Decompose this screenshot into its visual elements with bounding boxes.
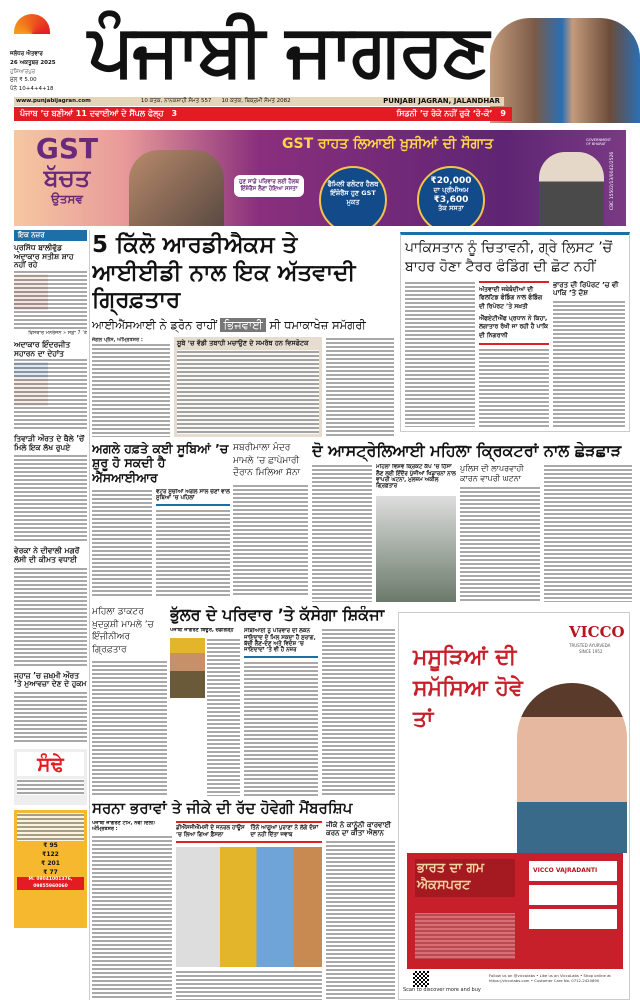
gst-quote: ਹੁਣ ਸਾਡੇ ਪਰਿਵਾਰ ਲਈ ਹੈਲਥ ਇੰਸ਼ੋਰੈਂਸ ਲੈਣਾ ਹੋਇਆ ਸਸਤਾ [234,175,304,197]
sarna-story: ਸਰਨਾ ਭਰਾਵਾਂ ਤੇ ਜੀਕੇ ਦੀ ਰੱਦ ਹੋਵੇਗੀ ਮੈਂਬਰਸ਼ਿਪ ਪੰਜਾਬੀ ਜਾਗਰਣ ਟੀਮ, ਨਵੀਂ ਦਿੱਲੀ/ ਅੰਮ੍ਰਿਤਸਰ : ਡੀਐੱਸਜੀਐੱਮਸੀ ਦੇ ਜਨਰਲ ਹਾਊਸ ’ਚ ਲਿਆ ਗਿਆ ਫ਼ੈਸਲਾ ਤਿੰਨੋਂ ਆਗੂਆਂ ਪੁਰਾਣਾ ਨੇ ਲੱਗੇ ਦੋਸ਼ਾਂ ਦਾ ਨਹੀਂ ਦਿੱਤਾ ਜਵਾਬ ਜੀਕੇ ਨੇ ਕਾਨੂੰਨੀ ਕਾਰਵਾਈ ਕਰਨ ਦਾ ਕੀਤਾ ਐਲਾਨ [92,800,395,1000]
city: ਹੁਸ਼ਿਆਰਪੁਰ [10,68,36,75]
pakistan-side-title[interactable]: ਭਾਰਤ ਦੀ ਰਿਪੋਰਟ ’ਚ ਵੀ ਪਾਕਿ ’ਤੇ ਦੋਸ਼ [553,280,619,297]
sandhe-box [14,749,87,805]
bhullar-headline[interactable]: ਭੁੱਲਰ ਦੇ ਪਰਿਵਾਰ ’ਤੇ ਕੱਸੇਗਾ ਸ਼ਿਕੰਜਾ [170,606,385,624]
pakistan-bullet: ਅੱਤਵਾਦੀ ਜਥੇਬੰਦੀਆਂ ਦੀ ਫਿਲਟਿਡ ਫੰਡਿੰਗ ਨਾਲ ਫੰਡਿੰਗ ਦੀ ਰਿਪੋਰਟ ’ਤੇ ਸਖ਼ਤੀ [479,281,549,311]
date: 26 ਅਕਤੂਬਰ 2025 [10,59,56,66]
lead-subheadline-highlight: ਭਿਜਵਾਈ [220,318,265,332]
qr-caption: Scan to discover more and buy [403,987,481,993]
sidebar-briefs [14,230,87,1000]
brief-title[interactable]: ਤਿਵਾੜੀ ਔਰਤ ਦੇ ਥੈਲੇ ’ਚੋਂ ਮਿਲੇ ਇਕ ਲੱਖ ਰੁਪਏ [14,434,85,452]
teaser-left[interactable]: ਪੰਜਾਬ ’ਚ ਬਣੀਆਂ 11 ਦਵਾਈਆਂ ਦੇ ਸੈਂਪਲ ਫੇਲ੍ਹ [20,109,164,118]
sarna-photo [176,847,322,967]
classified-ad[interactable]: ₹ 95 ₹122 ₹ 201 ₹ 77 M: 09041001376, 09855960060 [14,810,87,928]
lead-subheadline-b: ਸੀ ਧਮਾਕਾਖੇਜ਼ ਸਮੱਗਰੀ [269,317,366,332]
gst-headline: GST ਰਾਹਤ ਲਿਆਈ ਖ਼ੁਸ਼ੀਆਂ ਦੀ ਸੌਗਾਤ [282,136,494,152]
lead-story [92,232,394,437]
brief-title[interactable]: ਵੇਰਕਾ ਨੇ ਦੀਵਾਲੀ ਮਗਰੋਂ ਲੱਸੀ ਦੀ ਕੀਮਤ ਵਧਾਈ [14,546,80,564]
day: ਜਲੰਧਰ ਐਤਵਾਰ [10,51,43,57]
price: ਮੁੱਲ ₹ 5.00 [10,77,37,84]
pakistan-story [400,232,630,432]
gst-logo-bachat: ਬੱਚਤ [43,164,91,192]
cricket-side-title[interactable]: ਪੁਲਿਸ ਦੀ ਲਾਪਰਵਾਹੀ ਕਾਰਨ ਵਾਪਰੀ ਘਟਨਾ [460,464,524,483]
sabarimala-headline[interactable]: ਸਬਰੀਮਾਲਾ ਮੰਦਰ ਮਾਮਲੇ ’ਚ ਛਾਪੇਮਾਰੀ ਦੌਰਾਨ ਮਿਲਿਆ ਸੋਨਾ [233,443,301,479]
vicco-headline: ਮਸੂੜਿਆਂ ਦੀ ਸਮੱਸਿਆ ਹੋਵੇ ਤਾਂ [413,645,523,732]
sarna-bullet: ਡੀਐੱਸਜੀਐੱਮਸੀ ਦੇ ਜਨਰਲ ਹਾਊਸ ’ਚ ਲਿਆ ਗਿਆ ਫ਼ੈਸਲਾ [176,825,245,839]
sarna-side-title[interactable]: ਜੀਕੇ ਨੇ ਕਾਨੂੰਨੀ ਕਾਰਵਾਈ ਕਰਨ ਦਾ ਕੀਤਾ ਐਲਾਨ [326,821,391,838]
vicco-red-panel [407,853,623,969]
gst-circle-premium: ₹20,000 ਦਾ ਪ੍ਰੀਮੀਅਮ ₹3,600 ਤੱਕ ਸਸਤਾ [417,166,485,226]
gst-advertisement[interactable] [14,130,626,226]
info-strip [14,97,504,106]
teaser-left-page: 3 [171,109,178,118]
gst-logo-utsav: ਉਤਸਵ [51,192,83,206]
gst-circle-floater: ਫੈਮਿਲੀ ਫਲੋਟਰ ਹੈਲਥ ਇੰਸ਼ੋਰੈਂਸ ਹੁਣ GST ਮੁਕਤ [319,166,387,226]
bikrami-date: 10 ਕਤਕ, ਬਿਕ੍ਰਮੀ ਸੰਮਤ 2082 [221,98,291,104]
vicco-banner: ਭਾਰਤ ਦਾ ਗਮ ਐਕਸਪਰਟ [415,859,515,897]
sabarimala-story [233,442,308,597]
cricket-news-photo [376,496,456,602]
ad-phone: M: 09041001376, 09855960060 [17,877,84,891]
sir-headline[interactable]: ਅਗਲੇ ਹਫ਼ਤੇ ਕਈ ਸੂਬਿਆਂ ’ਚ ਸ਼ੁਰੂ ਹੋ ਸਕਦੀ ਹੈ ਐੱਸਆਈਆਰ [92,442,229,485]
newspaper-title: ਪੰਜਾਬੀ ਜਾਗਰਣ [88,8,487,92]
pages: ਪੰਨੇ 10+4+4+18 [10,86,54,93]
brief-title[interactable]: ਪ੍ਰਸਿੱਧ ਬਾਲੀਵੁੱਡ ਅਦਾਕਾਰ ਸਤੀਸ਼ ਸ਼ਾਹ ਨਹੀਂ ਰਹੇ [14,243,74,270]
lead-headline[interactable]: 5 ਕਿੱਲੋ ਆਰਡੀਐਕਸ ਤੇ ਆਈਈਡੀ ਨਾਲ ਇਕ ਅੱਤਵਾਦੀ ਗ੍ਰਿਫ਼ਤਾਰ [92,232,356,314]
model-photo [517,683,627,853]
teaser-strip [14,107,512,121]
lead-subheadline-a: ਆਈਐੱਸਆਈ ਨੇ ਡ੍ਰੋਨ ਰਾਹੀਂ [92,317,217,332]
vicco-logo: VICCO [569,623,625,641]
bhullar-photo [170,638,205,698]
gst-logo: GST [35,132,99,165]
lead-subheadline [92,318,394,334]
masthead [0,0,640,125]
dateline: ਜੰਗਲ ਪ੍ਰੈੱਸ, ਅੰਮ੍ਰਿਤਸਰ : [92,337,143,344]
website-link[interactable]: www.punjabijagran.com [16,98,91,104]
doctor-headline[interactable]: ਮਹਿਲਾ ਡਾਕਟਰ ਖ਼ੁਦਕੁਸ਼ੀ ਮਾਮਲੇ ’ਚ ਇੰਜੀਨੀਅਰ ਗ੍ਰਿਫ਼ਤਾਰ [92,607,154,655]
teaser-right[interactable]: ਸਿਡਨੀ ’ਚ ਰੋਕੇ ਨਹੀਂ ਰੁਕੇ ‘ਰੋ-ਕੋ’ [396,109,493,118]
doctor-story [92,606,167,796]
brief-title[interactable]: ਜਹਾਜ਼ ’ਚ ਜ਼ਖ਼ਮੀ ਔਰਤ ’ਤੇ ਮੁਆਵਜ਼ਾ ਦੇਣ ਦੇ ਹੁਕਮ [14,670,87,689]
family-photo [129,150,224,226]
brief-ref: ਵਿਸਥਾਰ ਮਨੋਰੰਜਨ » ਸਫ਼ਾ 7 ’ਤੇ [28,329,87,336]
sarna-headline[interactable]: ਸਰਨਾ ਭਰਾਵਾਂ ਤੇ ਜੀਕੇ ਦੀ ਰੱਦ ਹੋਵੇਗੀ ਮੈਂਬਰਸ਼ਿਪ [92,800,353,817]
logo-sun-icon [14,14,50,34]
vicco-advertisement[interactable]: VICCO TRUSTED AYURVEDA SINCE 1952 ਮਸੂੜਿਆਂ ਦੀ ਸਮੱਸਿਆ ਹੋਵੇ ਤਾਂ ਭਾਰਤ ਦਾ ਗਮ ਐਕਸਪਰਟ VICCO VAJRADANTI Scan to discover more and buy Follow us on @viccolabs • Like us on ViccoLabs • Shop online at https://viccolabs.com • Customer Care No. 0712-2420890 [398,612,630,1000]
ad-code: CBC 15502/13/0042/2526 [610,151,615,210]
vicco-product: VICCO VAJRADANTI [529,861,617,931]
qr-code[interactable] [413,971,429,987]
pm-photo [539,152,604,226]
vicco-footer: Follow us on @viccolabs • Like us on ViccoLabs • Shop online at https://viccolabs.com • Customer Care No. 0712-2420890 [489,973,611,984]
teaser-right-page: 9 [500,109,506,118]
nanakshahi-date: 10 ਕਤਕ, ਨਾਨਕਸ਼ਾਹੀ ਸੰਮਤ 557 [140,98,212,104]
sarna-bullet: ਤਿੰਨੋਂ ਆਗੂਆਂ ਪੁਰਾਣਾ ਨੇ ਲੱਗੇ ਦੋਸ਼ਾਂ ਦਾ ਨਹੀਂ ਦਿੱਤਾ ਜਵਾਬ [250,825,319,839]
pakistan-headline[interactable]: ਪਾਕਿਸਤਾਨ ਨੂੰ ਚਿਤਾਵਨੀ, ਗ੍ਰੇ ਲਿਸਟ ’ਚੋਂ ਬਾਹਰ ਹੋਣਾ ਟੈਰਰ ਫੰਡਿੰਗ ਦੀ ਛੋਟ ਨਹੀਂ [405,240,613,275]
lead-box: ਸੂਬੇ ’ਚ ਵੱਡੀ ਤਬਾਹੀ ਮਚਾਉਣ ਦੇ ਸਮਰੱਥ ਹਨ ਵਿਸਫੋਟਕ [174,337,322,437]
sir-story: ਅਗਲੇ ਹਫ਼ਤੇ ਕਈ ਸੂਬਿਆਂ ’ਚ ਸ਼ੁਰੂ ਹੋ ਸਕਦੀ ਹੈ ਐੱਸਆਈਆਰ ਵੋਟਰ ਸੂਚੀਆਂ ਅਗਲੇ ਸਾਲ ਚੋਣਾਂ ਵਾਲੇ ਸੂਬਿਆਂ ’ਚ ਪਹਿਲਾਂ [92,442,230,597]
govt-emblem-text: GOVERNMENT OF BHARAT [586,138,612,146]
bhullar-story: ਭੁੱਲਰ ਦੇ ਪਰਿਵਾਰ ’ਤੇ ਕੱਸੇਗਾ ਸ਼ਿਕੰਜਾ ਪੰਜਾਬੀ ਜਾਗਰਣ ਬਿਊਰੋ, ਚੰਡੀਗੜ੍ਹ ਸੀਬੀਆਈ ਨੂੰ ਪਰਿਵਾਰ ਦੀ ਲੋਕਨ ਜਾਇਦਾਦ ਦੇ ਮਿਲ ਸਕਦਾ ਹੈ ਸੁਰਾਗ, ਬੱਚੀ ਲੈਣ-ਦੇਣ ਅਤੇ ਵਿਦੇਸ਼ ’ਚ ਜਾਇਦਾਦਾਂ ’ਤੇ ਵੀ ਹੈ ਨਜ਼ਰ [170,606,395,796]
section-label: ਇਕ ਨਜ਼ਰ [14,230,87,241]
sandhe-title: ਸੰਢੇ [17,752,84,776]
pakistan-bullet: ਐੱਫਏਟੀਐੱਫ ਪ੍ਰਧਾਨ ਨੇ ਕਿਹਾ, ਲਗਾਤਾਰ ਰੱਖੀ ਜਾ ਰਹੀ ਹੈ ਪਾਕਿ ਦੀ ਨਿਗਰਾਨੀ [479,314,549,339]
cricket-headline[interactable]: ਦੋ ਆਸਟ੍ਰੇਲਿਆਈ ਮਹਿਲਾ ਕ੍ਰਿਕਟਰਾਂ ਨਾਲ ਛੇੜਛਾੜ [312,442,622,460]
brief-title[interactable]: ਅਦਾਕਾਰ ਇੰਦਰਜੀਤ ਸਹਾਰਨ ਦਾ ਦੇਹਾਂਤ [14,339,71,358]
edition: PUNJABI JAGRAN, JALANDHAR [383,97,500,105]
cricketers-photo [490,18,640,123]
cricket-story: ਦੋ ਆਸਟ੍ਰੇਲਿਆਈ ਮਹਿਲਾ ਕ੍ਰਿਕਟਰਾਂ ਨਾਲ ਛੇੜਛਾੜ ਮਹਿਲਾ ਵਿਸ਼ਵ ਕ੍ਰਿਕਟ ਕੱਪ ’ਚ ਹਿੱਸਾ ਲੈਣ ਲਈ ਇੰਦੌਰ ਪੁੱਜੀਆਂ ਖਿਡਾਰਨਾਂ ਨਾਲ ਵਾਪਰੀ ਘਟਨਾ, ਮੁਲਜ਼ਮ ਅਕੀਲ ਗ੍ਰਿਫ਼ਤਾਰ ਪੁਲਿਸ ਦੀ ਲਾਪਰਵਾਹੀ ਕਾਰਨ ਵਾਪਰੀ ਘਟਨਾ [312,442,632,602]
